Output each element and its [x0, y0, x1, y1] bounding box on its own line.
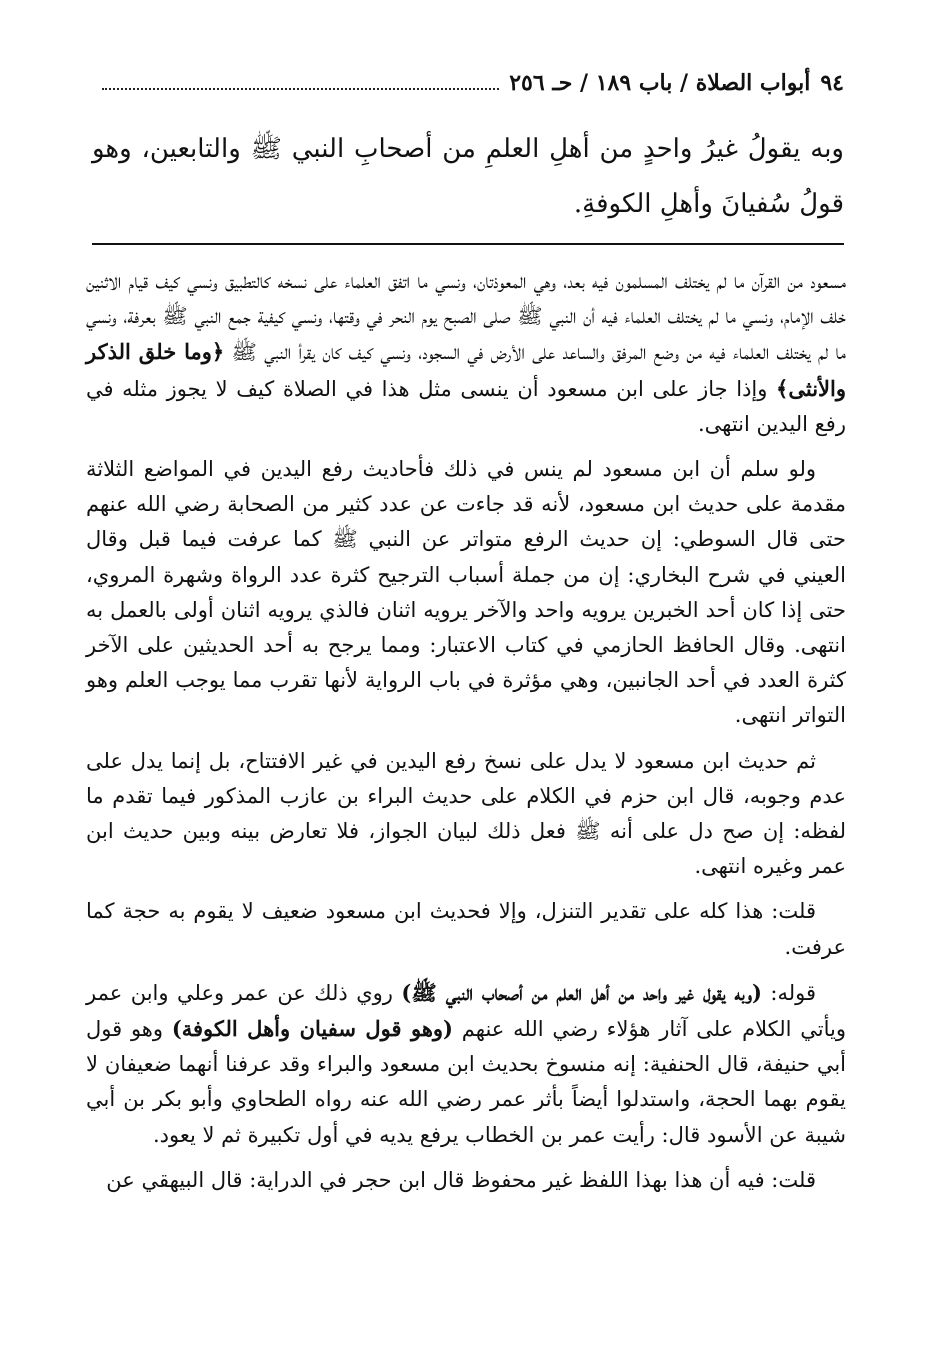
hadith-text: وبه يقولُ غيرُ واحدٍ من أهلِ العلمِ من أصحابِ النبي ﷺ والتابعين، وهو قولُ سُفيانَ وأهلِ الكوفةِ. [92, 134, 844, 219]
p1-text-b: وإذا جاز على ابن مسعود أن ينسى مثل هذا في الصلاة كيف لا يجوز مثله في رفع اليدين انتهى. [86, 376, 846, 436]
commentary-paragraph-3: ثم حديث ابن مسعود لا يدل على نسخ رفع اليدين في غير الافتتاح، بل إنما يدل على عدم وجوبه، قال ابن حزم في الكلام على حديث البراء بن عازب المذكور فيما تقدم ما لفظه: إن صح دل على أنه ﷺ فعل ذلك لبيان الجواز، فلا تعارض بينه وبين حديث ابن عمر وغيره انتهى. [86, 748, 846, 879]
p5-quote-1: (وبه يقول غير واحد من أهل العلم من أصحاب النبي ﷺ) [401, 979, 762, 1005]
p5-intro: قوله: [761, 980, 817, 1005]
commentary-paragraph-5 [86, 975, 846, 1153]
p5-end: وهو قول أبي حنيفة، قال الحنفية: إنه منسوخ بحديث ابن مسعود والبراء وقد عرفنا أنهما ضعيفان لا يقوم بهما الحجة، واستدلوا أيضاً بأثر عمر رضي الله عنه رواه الطحاوي وأبو بكر بن أبي شيبة عن الأسود قال: رأيت عمر بن الخطاب يرفع يديه في أول تكبيرة ثم لا يعود. [86, 1017, 846, 1147]
quran-quote: ﴿وما خلق الذكر والأنثى﴾ [86, 339, 846, 401]
p5-mid: روي ذلك عن عمر وعلي وابن عمر ويأتي الكلام على آثار هؤلاء رضي الله عنهم [86, 980, 846, 1042]
section-divider [92, 243, 844, 245]
commentary-paragraph-2: ولو سلم أن ابن مسعود لم ينس في ذلك فأحاديث رفع اليدين في المواضع الثلاثة مقدمة على حديث ابن مسعود، لأنه قد جاءت عن عدد كثير من الصحابة رضي الله عنهم حتى قال السوطي: إن حديث الرفع متواتر عن النبي ﷺ كما عرفت فيما قبل وقال العيني في شرح البخاري: إن من جملة أسباب الترجيح كثرة عدد الرواة وشهرة المروي، حتى إذا كان أحد الخبرين يرويه واحد والآخر يرويه اثنان فالذي يرويه اثنان أولى بالعمل به انتهى. وقال الحافظ الحازمي في كتاب الاعتبار: ومما يرجح به أحد الحديثين على الآخر كثرة العدد في أحد الجانبين، وهي مؤثرة في باب الرواية لأنها تقرب مما يوجب العلم وهو التواتر انتهى. [86, 457, 846, 728]
commentary-paragraph-1 [86, 264, 846, 442]
leader-dots [102, 88, 499, 90]
page-number: ٩٤ [820, 70, 844, 96]
commentary-section [86, 264, 846, 1208]
commentary-paragraph-4: قلت: هذا كله على تقدير التنزل، وإلا فحديث ابن مسعود ضعيف لا يقوم به حجة كما عرفت. [86, 899, 846, 959]
p1-text-a: مسعود من القرآن ما لم يختلف المسلمون فيه بعد، وهي المعوذتان، ونسي ما اتفق العلماء على نسخه كالتطبيق ونسي كيف قيام الاثنين خلف الإمام، ونسي ما لم يختلف العلماء فيه أن النبي ﷺ صلى الصبح يوم النحر في وقتها، ونسي كيفية جمع النبي ﷺ بعرفة، ونسي ما لم يختلف العلماء فيه من وضع المرفق والساعد على الأرض في السجود، ونسي كيف كان يقرأ النبي ﷺ [86, 269, 846, 365]
running-header [92, 66, 844, 100]
running-title: أبواب الصلاة / باب ١٨٩ / حـ ٢٥٦ [509, 70, 811, 96]
commentary-paragraph-6: قلت: فيه أن هذا بهذا اللفظ غير محفوظ قال ابن حجر في الدراية: قال البيهقي عن [106, 1167, 816, 1192]
p5-quote-2: (وهو قول سفيان وأهل الكوفة) [171, 1016, 453, 1042]
